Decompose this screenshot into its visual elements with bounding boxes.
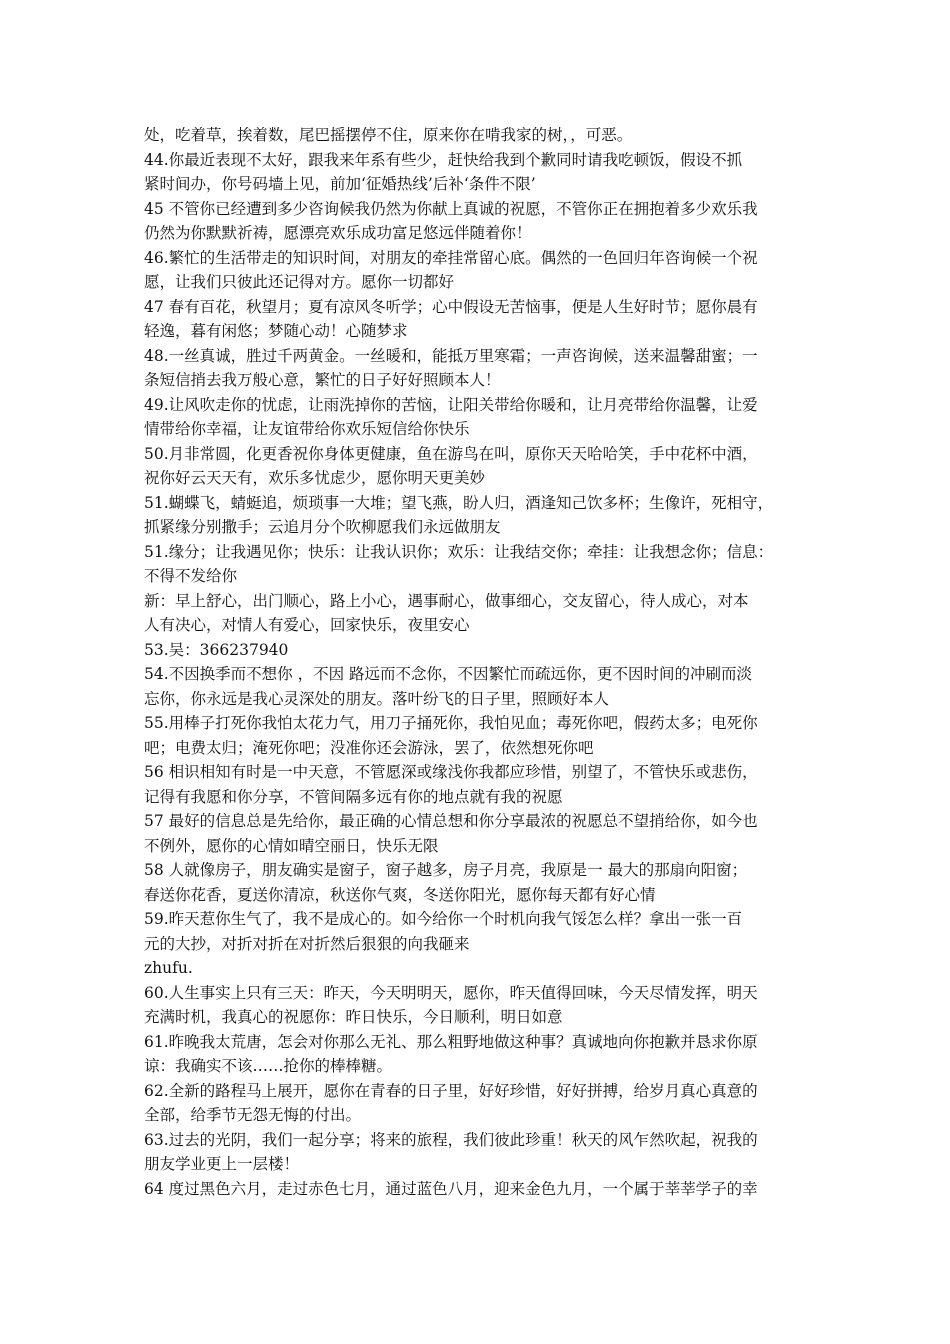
text-line: 忘你，你永远是我心灵深处的朋友。落叶纷飞的日子里，照顾好本人 xyxy=(144,689,610,708)
text-line: 不得不发给你 xyxy=(144,567,238,585)
text-line: 61.昨晚我太荒唐，怎会对你那么无礼、那么粗野地做这种事？真诚地向你抱歉并恳求你原 xyxy=(144,1032,758,1051)
text-line: 63.过去的光阴，我们一起分享；将来的旅程，我们彼此珍重！秋天的风乍然吹起，祝我的 xyxy=(144,1130,758,1149)
text-line: 50.月非常圆，化更香祝你身体更健康，鱼在游鸟在叫，原你天天哈哈笑，手中花杯中酒， xyxy=(144,444,758,463)
text-line: 53.吴：366237940 xyxy=(144,640,289,659)
text-line: 45 不管你已经遭到多少咨询候我仍然为你献上真诚的祝愿，不管你正在拥抱着多少欢乐我 xyxy=(144,199,758,218)
text-line: 朋友学业更上一层楼！ xyxy=(144,1155,300,1173)
text-line: 54.不因换季而不想你 ，不因 路远而不念你，不因繁忙而疏远你，更不因时间的冲刷而淡 xyxy=(144,665,753,683)
text-line: 元的大抄，对折对折在对折然后狠狠的向我砸来 xyxy=(144,934,470,953)
text-line: 46.繁忙的生活带走的知识时间，对朋友的牵挂常留心底。偶然的一色回归年咨询候一个祝 xyxy=(144,248,758,267)
text-line: 人有决心，对情人有爱心，回家快乐，夜里安心 xyxy=(144,616,470,634)
text-line: 春送你花香，夏送你清凉，秋送你气爽，冬送你阳光，愿你每天都有好心情 xyxy=(144,885,656,904)
text-line: 64 度过黑色六月，走过赤色七月，通过蓝色八月，迎来金色九月，一个属于莘莘学子的幸 xyxy=(144,1179,758,1198)
text-line: 谅：我确实不该……抢你的棒棒糖。 xyxy=(144,1057,393,1075)
text-line: 51.蝴蝶飞，蜻蜓追，烦琐事一大堆；望飞燕，盼人归，酒逢知己饮多杯；生像许，死相守， xyxy=(144,493,774,512)
text-line: 55.用棒子打死你我怕太花力气，用刀子捅死你，我怕见血；毒死你吧，假药太多；电死你 xyxy=(144,714,758,732)
text-line: zhufu. xyxy=(144,959,193,977)
text-line: 56 相识相知有时是一中天意，不管愿深或缘浅你我都应珍惜，别望了，不管快乐或悲伤， xyxy=(144,763,758,781)
text-line: 充满时机，我真心的祝愿你：昨日快乐，今日顺利，明日如意 xyxy=(144,1008,563,1026)
text-line: 情带给你幸福，让友谊带给你欢乐短信给你快乐 xyxy=(144,420,470,438)
text-line: 紧时间办，你号码墙上见，前加‘征婚热线’后补‘条件不限’ xyxy=(144,175,536,193)
text-line: 祝你好云天天有，欢乐多忧虑少，愿你明天更美妙 xyxy=(144,469,486,487)
text-line: 处，吃着草，挨着数，尾巴摇摆停不住，原来你在啃我家的树，，可恶。 xyxy=(144,126,633,144)
text-line: 62.全新的路程马上展开，愿你在青春的日子里，好好珍惜，好好拼搏，给岁月真心真意的 xyxy=(144,1081,758,1100)
text-line: 49.让风吹走你的忧虑，让雨洗掉你的苦恼，让阳关带给你暖和，让月亮带给你温馨，让爱 xyxy=(144,395,758,414)
text-line: 记得有我愿和你分享，不管间隔多远有你的地点就有我的祝愿 xyxy=(144,787,563,806)
document-body xyxy=(144,123,816,1201)
text-line: 59.昨天惹你生气了，我不是成心的。如今给你一个时机向我气馁怎么样？拿出一张一百 xyxy=(144,910,743,928)
text-line: 57 最好的信息总是先给你，最正确的心情总想和你分享最浓的祝愿总不望捎给你，如今也 xyxy=(144,812,758,830)
text-line: 轻逸，暮有闲悠；梦随心动！心随梦求 xyxy=(144,322,408,340)
text-line: 仍然为你默默祈祷，愿漂亮欢乐成功富足悠远伴随着你！ xyxy=(144,224,532,242)
text-line: 条短信捎去我万般心意，繁忙的日子好好照顾本人！ xyxy=(144,371,501,389)
text-line: 60.人生事实上只有三天：昨天，今天明明天，愿你，昨天值得回味，今天尽情发挥，明天 xyxy=(144,983,758,1002)
text-line: 44.你最近表现不太好，跟我来年系有些少，赶快给我到个歉同时请我吃顿饭，假设不抓 xyxy=(144,150,743,169)
text-line: 吧；电费太归；淹死你吧；没准你还会游泳，罢了，依然想死你吧 xyxy=(144,738,594,757)
text-line: 47 春有百花，秋望月；夏有凉风冬听学；心中假设无苦恼事，便是人生好时节；愿你晨有 xyxy=(144,297,758,316)
text-line: 抓紧缘分别撒手；云追月分个吹柳愿我们永远做朋友 xyxy=(144,518,501,536)
text-line: 51.缘分；让我遇见你；快乐：让我认识你；欢乐：让我结交你；牵挂：让我想念你；信息： xyxy=(144,542,774,561)
text-line: 新：早上舒心，出门顺心，路上小心，遇事耐心，做事细心，交友留心，待人成心，对本 xyxy=(144,591,749,610)
text-line: 愿，让我们只彼此还记得对方。愿你一切都好 xyxy=(144,273,455,291)
text-line: 48.一丝真诚，胜过千两黄金。一丝暖和，能抵万里寒霜；一声咨询候，送来温馨甜蜜；一 xyxy=(144,346,758,365)
text-line: 全部，给季节无怨无悔的付出。 xyxy=(144,1106,362,1124)
text-line: 不例外，愿你的心情如晴空丽日，快乐无限 xyxy=(144,836,439,855)
text-line: 58 人就像房子，朋友确实是窗子，窗子越多，房子月亮，我原是一 最大的那扇向阳窗； xyxy=(144,861,748,879)
